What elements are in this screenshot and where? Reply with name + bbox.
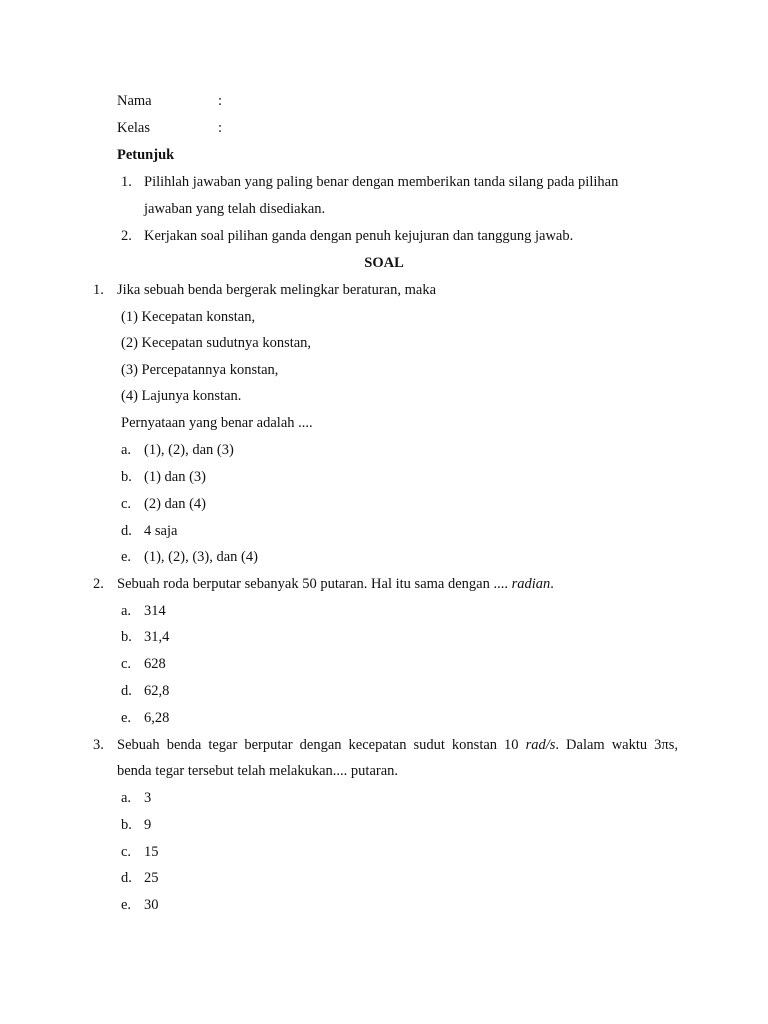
option-letter: b. [121, 469, 132, 485]
petunjuk-item-number: 2. [121, 228, 132, 244]
petunjuk-item-text: Kerjakan soal pilihan ganda dengan penuh kejujuran dan tanggung jawab. [144, 228, 574, 244]
option-text: 4 saja [144, 523, 178, 539]
nama-label: Nama [117, 93, 152, 109]
option-letter: a. [121, 790, 132, 806]
soal-title: SOAL [364, 255, 404, 271]
option-letter: c. [121, 656, 132, 672]
question-number: 1. [93, 282, 104, 298]
option-text: (1), (2), dan (3) [144, 442, 234, 458]
option-text: 6,28 [144, 710, 170, 726]
option-letter: a. [121, 603, 132, 619]
option-letter: e. [121, 897, 132, 913]
statement: (4) Lajunya konstan. [121, 388, 242, 404]
option-text: 3 [144, 790, 152, 806]
option-letter: e. [121, 710, 132, 726]
option-text: (2) dan (4) [144, 496, 207, 512]
option-letter: d. [121, 523, 132, 539]
option-letter: a. [121, 442, 132, 458]
option-letter: b. [121, 817, 132, 833]
option-text: 25 [144, 870, 159, 886]
option-text: 30 [144, 897, 159, 913]
option-letter: c. [121, 844, 132, 860]
option-text: (1), (2), (3), dan (4) [144, 549, 258, 565]
question-text: benda tegar tersebut telah melakukan.... putaran. [117, 763, 399, 779]
option-text: 62,8 [144, 683, 170, 699]
option-text: 9 [144, 817, 152, 833]
option-text: 31,4 [144, 629, 170, 645]
option-letter: b. [121, 629, 132, 645]
question-number: 2. [93, 576, 104, 592]
question-text: Jika sebuah benda bergerak melingkar beraturan, maka [117, 282, 436, 298]
question-text: Sebuah benda tegar berputar dengan kecepatan sudut konstan 10 rad/s. Dalam waktu 3πs, [117, 737, 678, 753]
statement: (1) Kecepatan konstan, [121, 309, 256, 325]
question-prompt: Pernyataan yang benar adalah .... [121, 415, 313, 431]
option-text: 15 [144, 844, 159, 860]
option-text: (1) dan (3) [144, 469, 207, 485]
option-letter: d. [121, 683, 132, 699]
kelas-colon: : [218, 120, 223, 136]
question-text: Sebuah roda berputar sebanyak 50 putaran. Hal itu sama dengan .... radian. [117, 576, 554, 592]
option-letter: e. [121, 549, 132, 565]
statement: (3) Percepatannya konstan, [121, 362, 279, 378]
petunjuk-item-text: Pilihlah jawaban yang paling benar dengan memberikan tanda silang pada pilihan [144, 174, 619, 190]
option-text: 314 [144, 603, 166, 619]
option-letter: d. [121, 870, 132, 886]
kelas-label: Kelas [117, 120, 151, 136]
option-letter: c. [121, 496, 132, 512]
petunjuk-item-text: jawaban yang telah disediakan. [144, 201, 326, 217]
option-text: 628 [144, 656, 166, 672]
petunjuk-item-number: 1. [121, 174, 132, 190]
petunjuk-title: Petunjuk [117, 147, 175, 163]
nama-colon: : [218, 93, 223, 109]
question-number: 3. [93, 737, 104, 753]
statement: (2) Kecepatan sudutnya konstan, [121, 335, 312, 351]
